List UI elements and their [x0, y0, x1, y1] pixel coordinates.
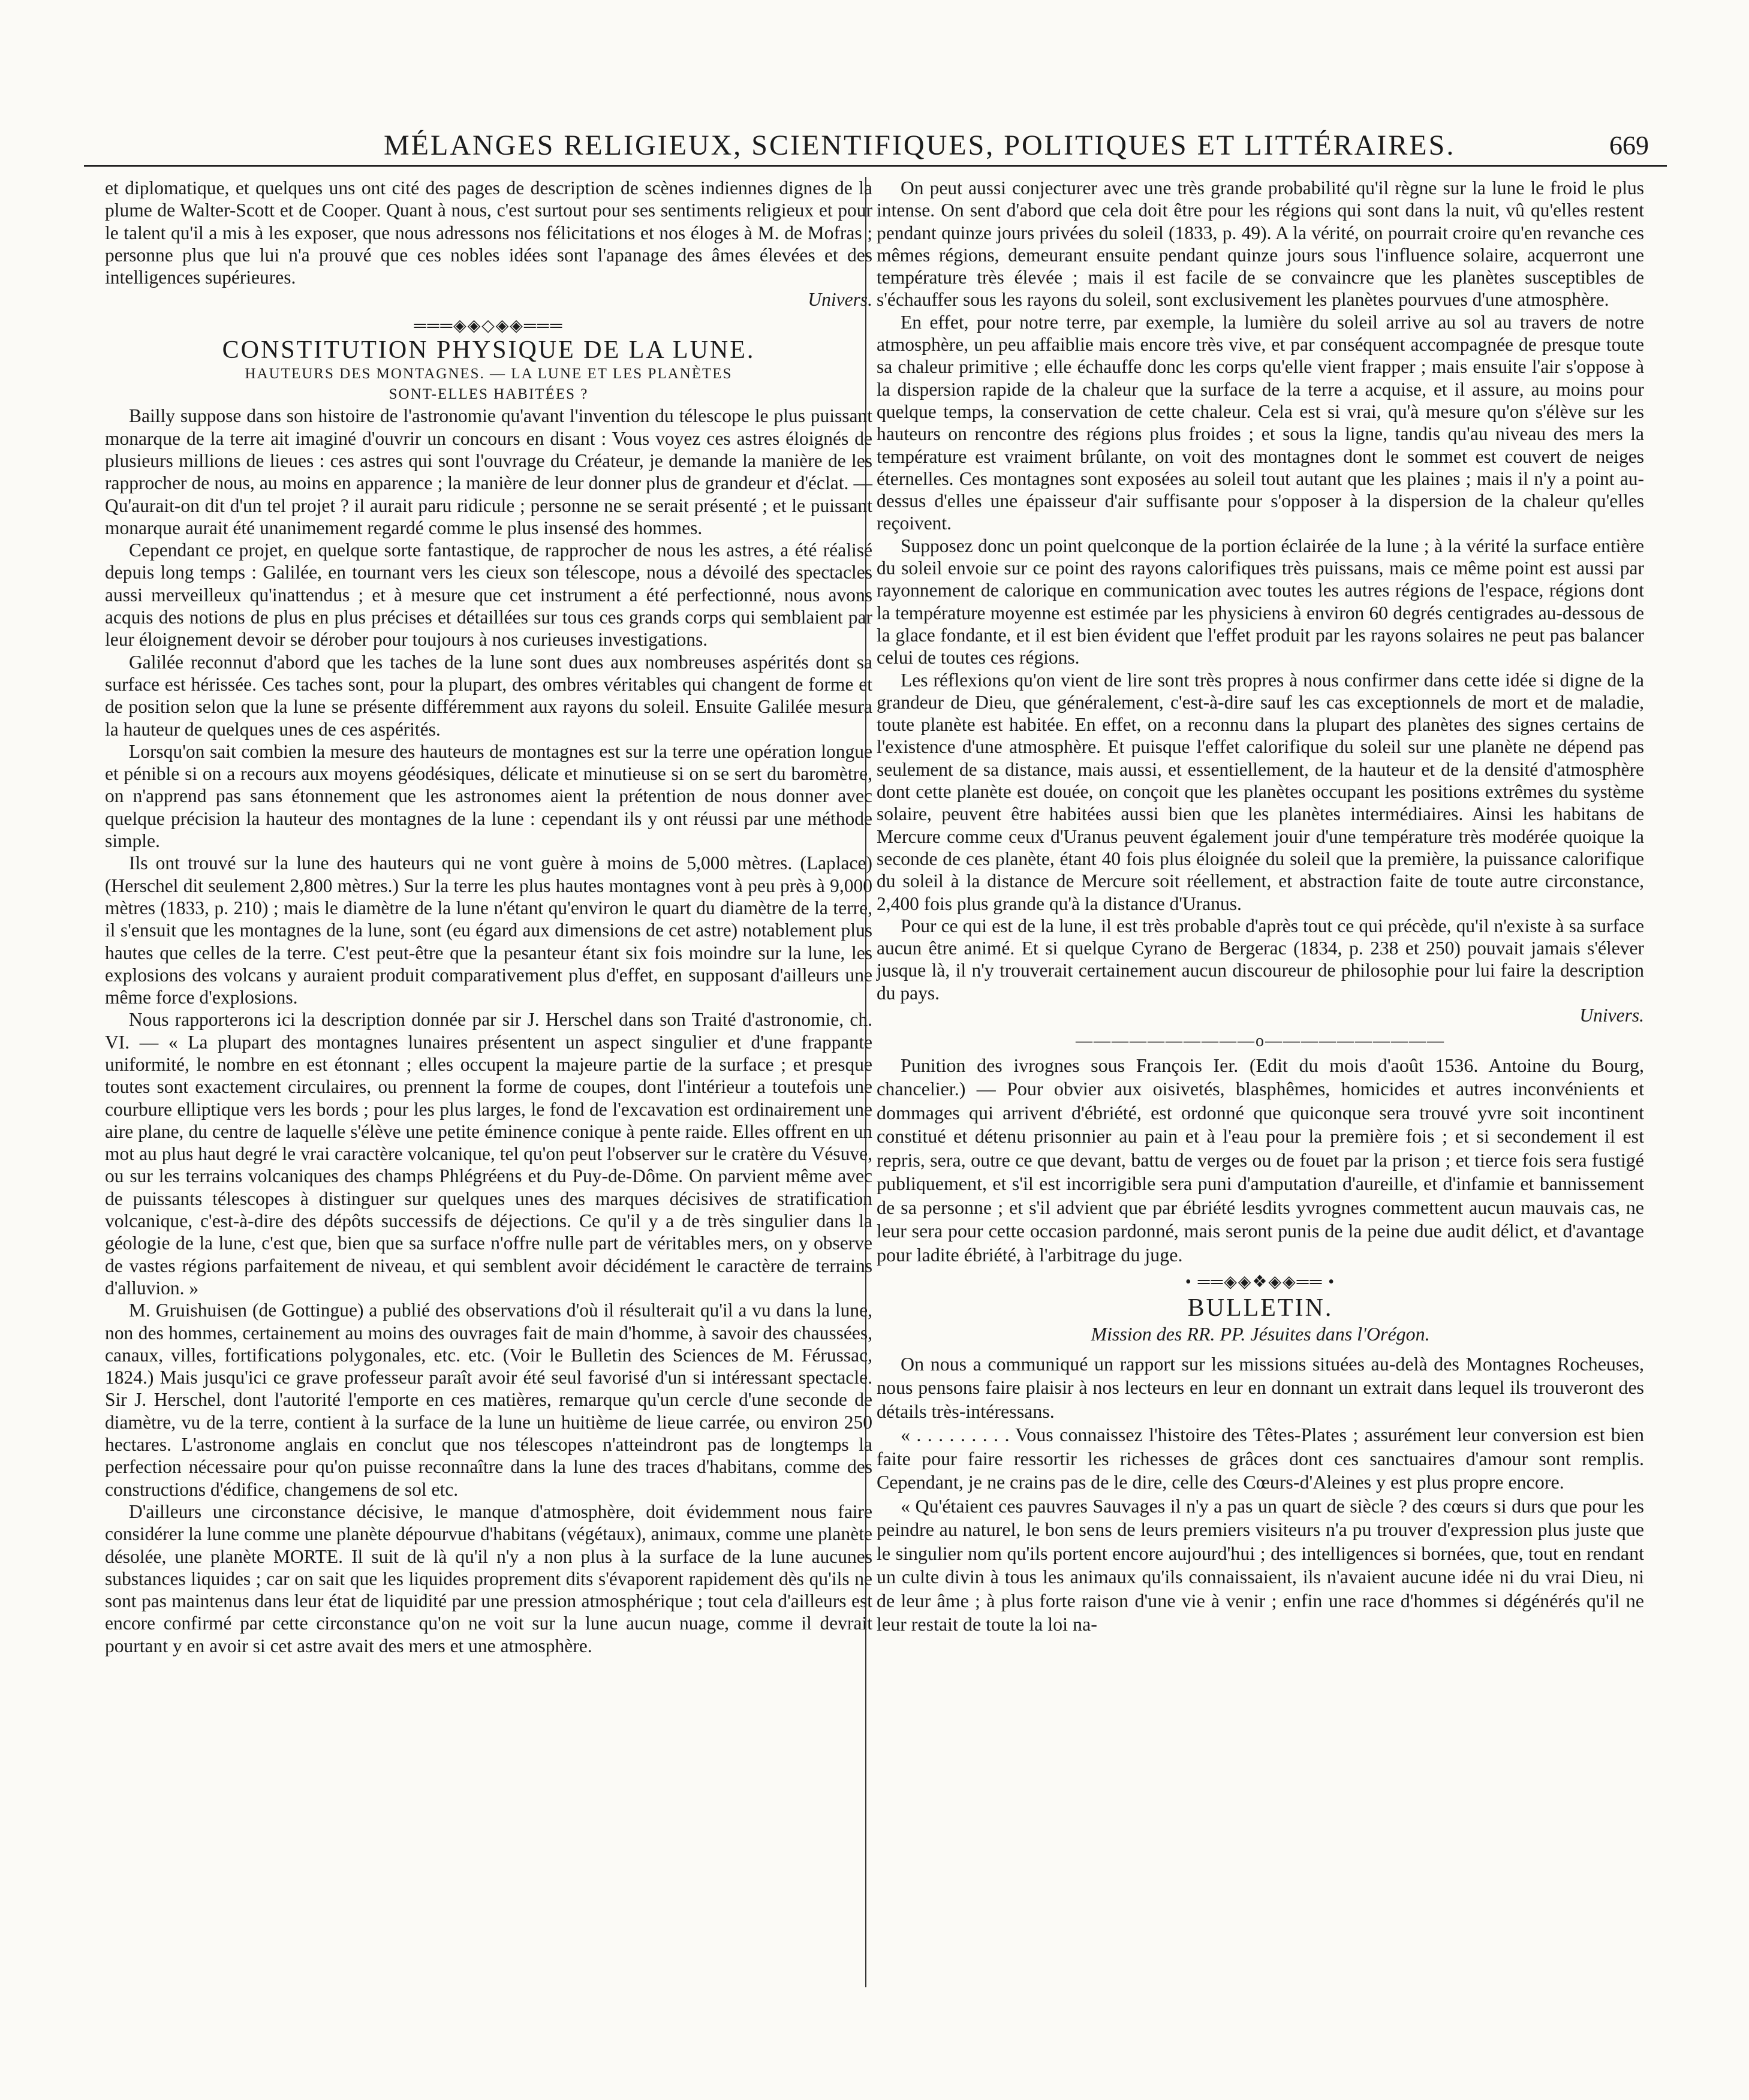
bulletin-ornament: • ══◈◈❖◈◈══ •	[1185, 1273, 1336, 1292]
intro-signature: Univers.	[808, 289, 872, 311]
bulletin-paragraph: On nous a communiqué un rapport sur les missions situées au-delà des Montagnes Rocheuses, nous pensons faire plaisir à nos lecteurs en leur en donnant un extrait dans lequel ils trouveront des détails très-intéressans.	[877, 1352, 1644, 1422]
article-paragraph: Supposez donc un point quelconque de la portion éclairée de la lune ; à la vérité la surface entière du soleil envoie sur ce point des rayons calorifiques très puissans, mais ce même point est aussi par rayonnement de calorique en communication avec toutes les autres régions de l'espace, régions dont la température moyenne est estimée par les physiciens à environ 60 degrés centigrades au-dessous de la glace fondante, et il est bien évident que l'effet produit par les rayons solaires ne peut pas balancer celui de toutes ces régions.	[877, 535, 1644, 668]
right-column	[877, 177, 1644, 1637]
section-divider: ——————————o——————————	[1076, 1032, 1445, 1051]
section-subtitle-line1: HAUTEURS DES MONTAGNES. — LA LUNE ET LES PLANÈTES	[245, 366, 733, 382]
left-column	[105, 177, 872, 1657]
bulletin-paragraph: « Qu'étaient ces pauvres Sauvages il n'y a pas un quart de siècle ? des cœurs si durs que pour les peindre au naturel, le bon sens de leurs premiers visiteurs n'a pu trouver d'expression plus juste que le singulier nom qu'ils portent encore aujourd'hui ; des intelligences si bornées, que, tout en rendant un culte divin à tous les animaux qu'ils connaissaient, ils n'avaient aucune idée ni du vrai Dieu, ni de leur âme ; à plus forte raison d'une vie à venir ; enfin une race d'hommes si dégénérés qu'il ne leur restait de toute la loi na-	[877, 1495, 1644, 1635]
section-subtitle-line2: SONT-ELLES HABITÉES ?	[389, 386, 589, 403]
intro-paragraph: et diplomatique, et quelques uns ont cité des pages de description de scènes indiennes dignes de la plume de Walter-Scott et de Cooper. Quant à nous, c'est surtout pour ses sentiments religieux et pour le talent qu'il a mis à les exposer, que nous adressons nos félicitations et nos éloges à M. de Mofras ; personne plus que lui n'a prouvé que ces nobles idées sont l'apanage des âmes élevées et des intelligences supérieures.	[105, 177, 872, 288]
article-paragraph: Lorsqu'on sait combien la mesure des hauteurs de montagnes est sur la terre une opération longue et pénible si on a recours aux moyens géodésiques, délicate et minutieuse si on se sert du baromètre, on n'apprend pas sans étonnement que les astronomes aient la prétention de nous donner avec quelque précision la hauteur des montagnes de la lune : cependant ils y ont réussi par une méthode simple.	[105, 740, 872, 852]
article-paragraph: Pour ce qui est de la lune, il est très probable d'après tout ce qui précède, qu'il n'existe à sa surface aucun être animé. Et si quelque Cyrano de Bergerac (1834, p. 238 et 250) pouvait jamais s'élever jusque là, il n'y trouverait certainement aucun discoureur de philosophie pour lui faire la description du pays.	[877, 915, 1644, 1004]
article-paragraph: En effet, pour notre terre, par exemple, la lumière du soleil arrive au sol au travers de notre atmosphère, un peu affaiblie mais encore très vive, et par conséquent accompagnée de presque toute sa chaleur primitive ; elle échauffe donc les corps qu'elle vient frapper ; mais ensuite l'air s'oppose à la dispersion rapide de la chaleur que la surface de la terre a acquise, et il assure, au moins pour quelque temps, la conservation de cette chaleur. Cela est si vrai, qu'à mesure qu'on s'élève sur les hauteurs on rencontre des régions plus froides ; et sous la ligne, tandis qu'au niveau des mers la température est vraiment brûlante, on voit des montagnes dont le sommet est couvert de neiges éternelles. Ces montagnes sont exposées au soleil tout autant que les plaines ; mais il n'y a point au-dessus d'elles une épaisseur d'air suffisante pour s'opposer à la dispersion de la chaleur qu'elles reçoivent.	[877, 311, 1644, 534]
article-paragraph: Nous rapporterons ici la description donnée par sir J. Herschel dans son Traité d'astronomie, ch. VI. — « La plupart des montagnes lunaires présentent un aspect singulier et d'une frappante uniformité, le nombre en est étonnant ; elles occupent la majeure partie de la surface ; et presque toutes sont exactement circulaires, ou prennent la forme de coupes, dont l'intérieur a toutefois une courbure elliptique vers les bords ; pour les plus larges, le fond de l'excavation est ordinairement une aire plane, du centre de laquelle s'élève une petite éminence conique à pente raide. Elles offrent en un mot au plus haut degré le vrai caractère volcanique, tel qu'on peut l'observer sur le cratère du Vésuve, ou sur les terrains volcaniques des champs Phlégréens et du Puy-de-Dôme. On parvient même avec de puissants télescopes à distinguer sur quelques unes des marques décisives de stratification volcanique, c'est-à-dire des dépôts successifs de déjections. Ce qu'il y a de très singulier dans la géologie de la lune, c'est que, bien que sa surface n'offre nulle part de véritables mers, on y observe de vastes régions parfaitement de niveau, et qui semblent avoir décidément le caractère de terrains d'alluvion. »	[105, 1009, 872, 1298]
article-signature: Univers.	[1579, 1004, 1644, 1026]
article-paragraph: Galilée reconnut d'abord que les taches de la lune sont dues aux nombreuses aspérités dont sa surface est hérissée. Ces taches sont, pour la plupart, des ombres véritables qui changent de forme et de position selon que la lune se présente différemment aux rayons du soleil. Ensuite Galilée mesura la hauteur de quelques unes de ces aspérités.	[105, 651, 872, 740]
ornament-divider: ═══◈◈◇◈◈═══	[414, 316, 564, 335]
page-number: 669	[1609, 131, 1649, 160]
running-header	[84, 123, 1667, 167]
bulletin-paragraph: « . . . . . . . . . Vous connaissez l'histoire des Têtes-Plates ; assurément leur conversion est bien faite pour faire ressortir les richesses de grâces dont ces sanctuaires d'amour sont remplis. Cependant, je ne crains pas de le dire, celle des Cœurs-d'Aleines y est plus propre encore.	[877, 1424, 1644, 1493]
article-paragraph: D'ailleurs une circonstance décisive, le manque d'atmosphère, doit évidemment nous faire considérer la lune comme une planète dépourvue d'habitans (végétaux), animaux, comme une planète désolée, une planète MORTE. Il suit de là qu'il n'y a non plus à la surface de la lune aucunes substances liquides ; car on sait que les liquides proprement dits s'évaporent rapidement dès qu'ils ne sont pas maintenus dans leur état de liquidité par une pression atmosphérique ; tout cela d'ailleurs est encore confirmé par cette circonstance qu'on ne voit sur la lune aucun nuage, comme il devrait pourtant y en avoir si cet astre avait des mers et une atmosphère.	[105, 1501, 872, 1656]
article-paragraph: M. Gruishuisen (de Gottingue) a publié des observations d'où il résulterait qu'il a vu dans la lune, non des hommes, certainement au moins des ouvrages fait de main d'homme, à savoir des chaussées, canaux, villes, fortifications polygonales, etc. etc. (Voir le Bulletin des Sciences de M. Férussac, 1824.) Mais jusqu'ici ce grave professeur paraît avoir été seul favorisé d'un si intéressant spectacle. Sir J. Herschel, dont l'autorité l'emporte en ces matières, remarque qu'un cercle d'une seconde de diamètre, vu de la terre, contient à la surface de la lune un huitième de lieue carrée, ou environ 250 hectares. L'astronome anglais en conclut que nos télescopes n'atteindront pas de longtemps la perfection nécessaire pour qu'on puisse reconnaître dans la lune des traces d'habitans, comme des constructions d'édifice, changemens de sol etc.	[105, 1300, 872, 1500]
bulletin-subtitle: Mission des RR. PP. Jésuites dans l'Orégon.	[1091, 1323, 1430, 1345]
bulletin-title: BULLETIN.	[1187, 1294, 1333, 1322]
article-paragraph: Ils ont trouvé sur la lune des hauteurs qui ne vont guère à moins de 5,000 mètres. (Laplace) (Herschel dit seulement 2,800 mètres.) Sur la terre les plus hautes montagnes vont à peu près à 9,000 mètres (1833, p. 210) ; mais le diamètre de la lune n'étant qu'environ le quart du diamètre de la terre, il s'ensuit que les montagnes de la lune, sont (eu égard aux dimensions de cet astre) notablement plus hautes que celles de la terre. C'est peut-être que la pesanteur étant six fois moindre sur la lune, les explosions des volcans y auraient produit comparativement plus d'effet, en supposant d'ailleurs une même force d'explosions.	[105, 852, 872, 1008]
punition-paragraph: Punition des ivrognes sous François Ier. (Edit du mois d'août 1536. Antoine du Bourg, chancelier.) — Pour obvier aux oisivetés, blasphêmes, homicides et autres inconvénients et dommages qui arrivent d'ébriété, est ordonné que quiconque sera trouvé yvre soit incontinent constitué et détenu prisonnier au pain et à l'eau pour la première fois ; et si secondement il est repris, sera, outre ce que devant, battu de verges ou de fouet par la prison ; et tierce fois sera fustigé publiquement, et s'il est incorrigible sera puni d'amputation d'aureille, et d'infamie et bannissement de sa personne ; et s'il advient que par ébriété lesdits yvrognes commettent aucun mauvais cas, ne leur sera pour cette occasion pardonné, mais seront punis de la peine due audit délict, et d'avantage pour ladite ébriété, à l'arbitrage du juge.	[877, 1054, 1644, 1266]
article-paragraph: Bailly suppose dans son histoire de l'astronomie qu'avant l'invention du télescope le plus puissant monarque de la terre ait imaginé d'ouvrir un concours en disant : Vous voyez ces astres éloignés de plusieurs millions de lieues : ces astres qui sont l'ouvrage du Créateur, je demande la manière de les rapprocher de nous, au moins en apparence ; la manière de leur donner plus de grandeur et d'éclat. — Qu'aurait-on dit d'un tel projet ? il aurait paru ridicule ; personne ne se serait présenté ; et le puissant monarque aurait été unanimement regardé comme le plus insensé des hommes.	[105, 405, 872, 538]
article-paragraph: Cependant ce projet, en quelque sorte fantastique, de rapprocher de nous les astres, a été réalisé depuis long temps : Galilée, en tournant vers les cieux son télescope, nous a dévoilé des spectacles aussi merveilleux qu'inattendus ; et à mesure que cet instrument a été perfectionné, nous avons acquis des notions de plus en plus précises et détaillées sur tous ces grands corps qui semblaient par leur éloignement devoir se dérober pour toujours à nos curieuses investigations.	[105, 540, 872, 650]
section-title: CONSTITUTION PHYSIQUE DE LA LUNE.	[222, 336, 755, 364]
article-paragraph: On peut aussi conjecturer avec une très grande probabilité qu'il règne sur la lune le froid le plus intense. On sent d'abord que cela doit être pour les régions qui sont dans la nuit, vû qu'elles restent pendant quinze jours privées du soleil (1833, p. 49). A la vérité, on pourrait croire qu'en revanche ces mêmes régions, demeurant ensuite pendant quinze jours sous l'influence solaire, acquerront une température très élevée ; mais il est facile de se convaincre que les planètes susceptibles de s'échauffer sous les rayons du soleil, sont exclusivement les planètes pourvues d'une atmosphère.	[877, 177, 1644, 311]
article-paragraph: Les réflexions qu'on vient de lire sont très propres à nous confirmer dans cette idée si digne de la grandeur de Dieu, que généralement, c'est-à-dire sauf les cas exceptionnels de mort et de maladie, toute planète est habitée. En effet, on a reconnu dans la plupart des planètes des signes certains de l'existence d'une atmosphère. Et puisque l'effet calorifique du soleil sur une planète ne dépend pas seulement de sa distance, mais aussi, et essentiellement, de la hauteur et de la densité d'atmosphère dont cette planète est douée, on conçoit que les planètes occupant les positions extrêmes du système solaire, peuvent être habitées aussi bien que les planètes intermédiaires. Ainsi les habitans de Mercure comme ceux d'Uranus peuvent également jouir d'une température très modérée quoique la seconde de ces planète, étant 40 fois plus éloignée du soleil que la première, la puissance calorifique du soleil à la distance de Mercure soit réellement, et abstraction faite de toute autre circonstance, 2,400 fois plus grande qu'à la distance d'Uranus.	[877, 669, 1644, 914]
journal-title: MÉLANGES RELIGIEUX, SCIENTIFIQUES, POLITIQUES ET LITTÉRAIRES.	[384, 129, 1456, 161]
